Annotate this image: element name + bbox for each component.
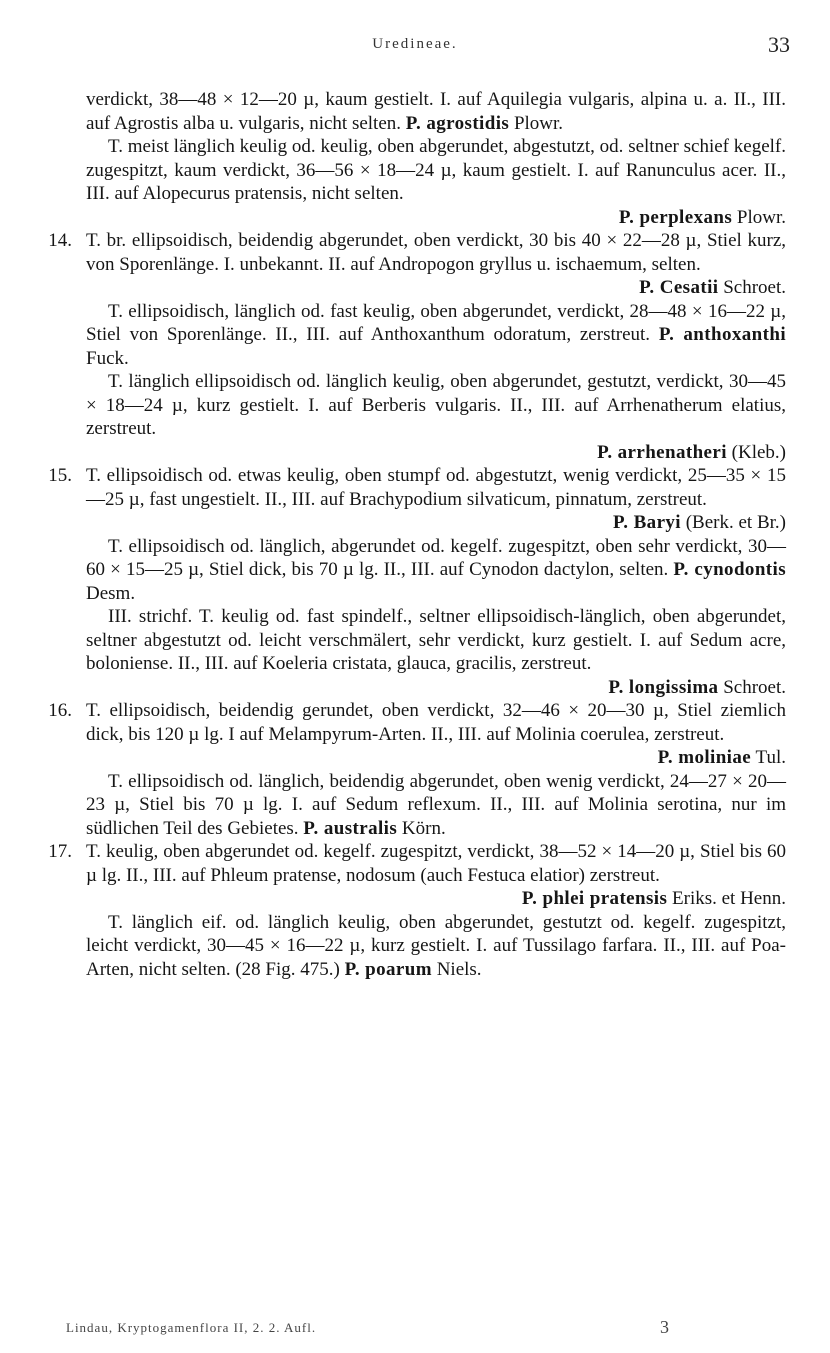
- species-name: P. Cesatii: [639, 277, 719, 298]
- species-name: P. poarum: [344, 958, 432, 980]
- species-author: Fuck.: [86, 347, 129, 369]
- description-paragraph: [48, 229, 786, 300]
- species-author: Plowr.: [513, 112, 564, 134]
- paragraph-text: T. keulig, oben abgerundet od. kegelf. zugespitzt, verdickt, 38—52 × 14—20 µ, Stiel bis 60 µ lg. II., III. auf Phleum pratense, nodosum (auch Festuca elatior) zerstreut.: [86, 841, 786, 886]
- species-label: [86, 511, 786, 535]
- page-header: [0, 32, 830, 60]
- species-label: [86, 746, 786, 770]
- description-paragraph: [86, 300, 786, 371]
- paragraph-text: T. länglich ellipsoidisch od. länglich keulig, oben abgerundet, gestutzt, verdickt, 30—45 × 18—24 µ, kurz gestielt. I. auf Berberis vulgaris. II., III. auf Arrhenatherum elatius, zerstreut.: [86, 371, 786, 439]
- species-name: P. anthoxanthi: [658, 324, 787, 345]
- species-author: Plowr.: [736, 206, 786, 228]
- entry-number: 14.: [48, 230, 72, 251]
- description-paragraph: [86, 770, 786, 841]
- species-label: [86, 206, 786, 230]
- species-name: P. agrostidis: [405, 112, 510, 134]
- species-author: Körn.: [401, 817, 446, 839]
- paragraph-text: T. meist länglich keulig od. keulig, oben abgerundet, abgestutzt, od. seltner schief kegelf. zugespitzt, kaum verdickt, 36—56 × 18—24 µ, kaum gestielt. I. auf Ranunculus acer. II., III. auf Alopecurus pratensis, nicht selten.: [86, 136, 786, 204]
- description-paragraph: [86, 88, 786, 135]
- description-paragraph: [86, 535, 786, 606]
- species-author: Eriks. et Henn.: [672, 888, 786, 909]
- paragraph-text: T. ellipsoidisch, beidendig gerundet, oben verdickt, 32—46 × 20—30 µ, Stiel ziemlich dick, bis 120 µ lg. I auf Melampyrum-Arten. II., III. auf Molinia coerulea, zerstreut.: [86, 700, 786, 745]
- species-name: P. australis: [303, 817, 398, 839]
- species-label: [86, 887, 786, 911]
- species-author: (Kleb.): [731, 441, 786, 463]
- species-name: P. Baryi: [613, 512, 681, 533]
- species-name: P. phlei pratensis: [521, 888, 668, 909]
- paragraph-text: T. länglich eif. od. länglich keulig, oben abgerundet, gestutzt od. kegelf. zugespitzt, leicht verdickt, 30—45 × 16—22 µ, kurz gestielt. I. auf Tussilago farfara. II., III. auf Poa-Arten, nicht selten. (28 Fig. 475.): [86, 911, 786, 980]
- page-footer: [66, 1317, 766, 1344]
- page-number: 33: [768, 32, 790, 57]
- species-label: [86, 441, 786, 465]
- species-author: Schroet.: [723, 676, 786, 698]
- description-paragraph: [86, 370, 786, 464]
- species-label: [406, 113, 563, 134]
- species-name: P. longissima: [608, 676, 719, 698]
- paragraph-text: verdickt, 38—48 × 12—20 µ, kaum gestielt. I. auf Aquilegia vulgaris, alpina u. a. II., III. auf Agrostis alba u. vulgaris, nicht selten.: [86, 89, 786, 134]
- footer-signature: 3: [660, 1317, 669, 1337]
- description-paragraph: [86, 911, 786, 982]
- entry-number: 16.: [48, 700, 72, 721]
- running-head: Uredineae.: [372, 36, 458, 52]
- species-label: [86, 276, 786, 300]
- species-name: P. arrhenatheri: [597, 441, 727, 463]
- description-paragraph: [86, 605, 786, 699]
- species-author: Niels.: [436, 958, 482, 980]
- species-author: Tul.: [755, 747, 786, 768]
- description-paragraph: [48, 699, 786, 770]
- paragraph-text: T. ellipsoidisch od. länglich, abgerundet od. kegelf. zugespitzt, oben sehr verdickt, 30—60 × 15—25 µ, Stiel dick, bis 70 µ lg. II., III. auf Cynodon dactylon, selten.: [86, 535, 786, 580]
- species-author: (Berk. et Br.): [685, 512, 786, 533]
- entry-number: 17.: [48, 841, 72, 862]
- paragraph-text: T. ellipsoidisch od. länglich, beidendig abgerundet, oben wenig verdickt, 24—27 × 20—23 µ, Stiel bis 70 µ lg. I. auf Sedum reflexum. II., III. auf Molinia serotina, nur im südlichen Teil des Gebietes.: [86, 770, 786, 839]
- entry-number: 15.: [48, 465, 72, 486]
- paragraph-text: III. strichf. T. keulig od. fast spindelf., seltner ellipsoidisch-länglich, oben abgerundet, seltner abgestutzt od. leicht verschmälert, sehr verdickt, kurz gestielt. I. auf Sedum acre, boloniense. II., III. auf Koeleria cristata, glauca, gracilis, zerstreut.: [86, 606, 786, 674]
- paragraph-text: T. br. ellipsoidisch, beidendig abgerundet, oben verdickt, 30 bis 40 × 22—28 µ, Stiel kurz, von Sporenlänge. I. unbekannt. II. auf Andropogon gryllus u. ischaemum, selten.: [86, 230, 786, 275]
- species-author: Desm.: [86, 582, 136, 604]
- description-paragraph: [86, 135, 786, 229]
- species-label: [86, 676, 786, 700]
- species-name: P. perplexans: [618, 206, 733, 228]
- species-name: P. moliniae: [657, 747, 752, 768]
- species-label: [303, 818, 445, 839]
- species-name: P. cynodontis: [673, 559, 786, 580]
- page-body: [48, 88, 787, 981]
- footer-imprint: Lindau, Kryptogamenflora II, 2. 2. Aufl.: [66, 1320, 317, 1335]
- paragraph-text: T. ellipsoidisch od. etwas keulig, oben stumpf od. abgestutzt, wenig verdickt, 25—35 × 15—25 µ, fast ungestielt. II., III. auf Brachypodium silvaticum, pinnatum, zerstreut.: [86, 465, 786, 510]
- description-paragraph: [48, 464, 786, 535]
- species-author: Schroet.: [723, 277, 786, 298]
- species-label: [345, 959, 482, 980]
- paragraph-text: T. ellipsoidisch, länglich od. fast keulig, oben abgerundet, verdickt, 28—48 × 16—22 µ, Stiel von Sporenlänge. II., III. auf Anthoxanthum odoratum, zerstreut.: [86, 300, 786, 345]
- description-paragraph: [48, 840, 786, 911]
